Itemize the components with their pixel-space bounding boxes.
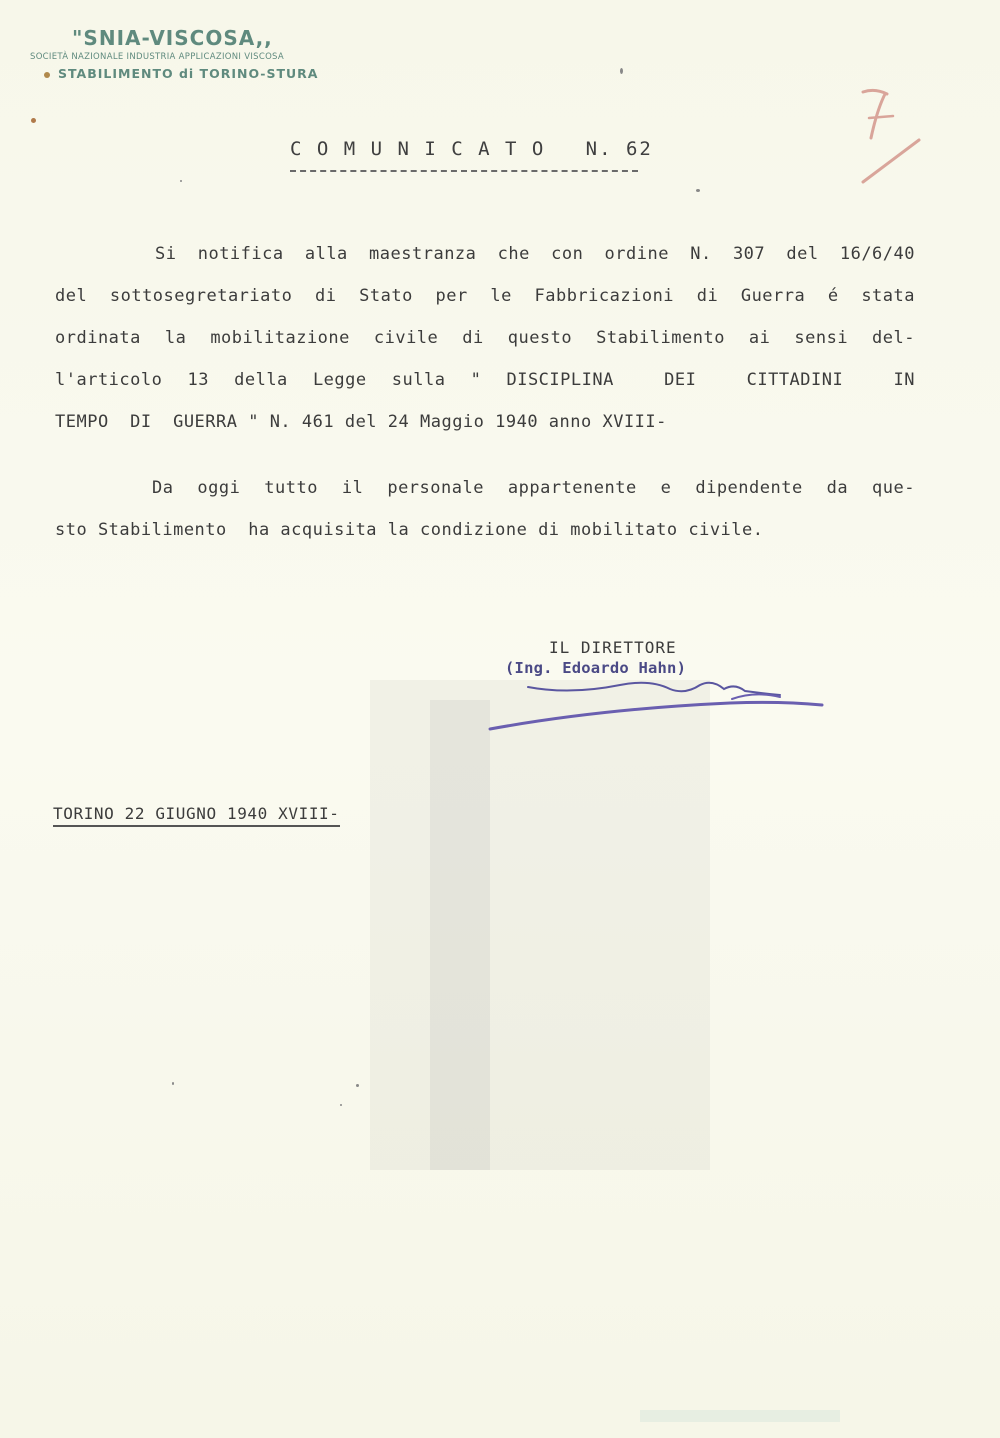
paragraph-line: Da oggi tutto il personale appartenente e dipendente da que-: [152, 478, 915, 498]
paper-speck: [356, 1084, 359, 1087]
letterhead-plant-label: STABILIMENTO di TORINO-STURA: [58, 66, 319, 81]
place-and-date: TORINO 22 GIUGNO 1940 XVIII-: [53, 804, 340, 827]
letterhead-subtitle: SOCIETÀ NAZIONALE INDUSTRIA APPLICAZIONI VISCOSA: [30, 52, 285, 62]
paper-show-through: [370, 680, 710, 1170]
paragraph-line: sto Stabilimento ha acquisita la condizione di mobilitato civile.: [55, 520, 764, 540]
paragraph-line: ordinata la mobilitazione civile di questo Stabilimento ai sensi del-: [55, 328, 915, 348]
paragraph-line: l'articolo 13 della Legge sulla " DISCIPLINA DEI CITTADINI IN: [55, 370, 915, 390]
title-underline: [290, 170, 638, 172]
paper-show-through-strip: [430, 700, 490, 1170]
bullet-icon: [44, 72, 50, 78]
red-pencil-mark-icon: [845, 80, 935, 190]
faint-stamp: [640, 1410, 840, 1422]
document-title: C O M U N I C A T O N. 62: [290, 138, 653, 160]
letterhead: [30, 26, 330, 81]
paragraph-1: [55, 233, 915, 443]
paper-speck: [620, 68, 623, 74]
paragraph-line: Si notifica alla maestranza che con ordine N. 307 del 16/6/40: [155, 244, 915, 264]
letterhead-company: "SNIA-VISCOSA,,: [72, 26, 273, 50]
paragraph-2: [55, 467, 915, 551]
letterhead-plant: [44, 66, 330, 81]
paper-speck: [172, 1082, 174, 1085]
paper-speck: [340, 1104, 342, 1106]
paragraph-line: del sottosegretariato di Stato per le Fabbricazioni di Guerra é stata: [55, 286, 915, 306]
signature-title: IL DIRETTORE: [549, 638, 677, 657]
margin-dot: [31, 118, 36, 123]
paper-speck: [180, 180, 182, 182]
handwritten-signature-icon: [480, 665, 830, 735]
paragraph-line: TEMPO DI GUERRA " N. 461 del 24 Maggio 1940 anno XVIII-: [55, 412, 667, 432]
signature-name-stamp: (Ing. Edoardo Hahn): [505, 659, 687, 677]
paper-speck: [696, 189, 700, 192]
